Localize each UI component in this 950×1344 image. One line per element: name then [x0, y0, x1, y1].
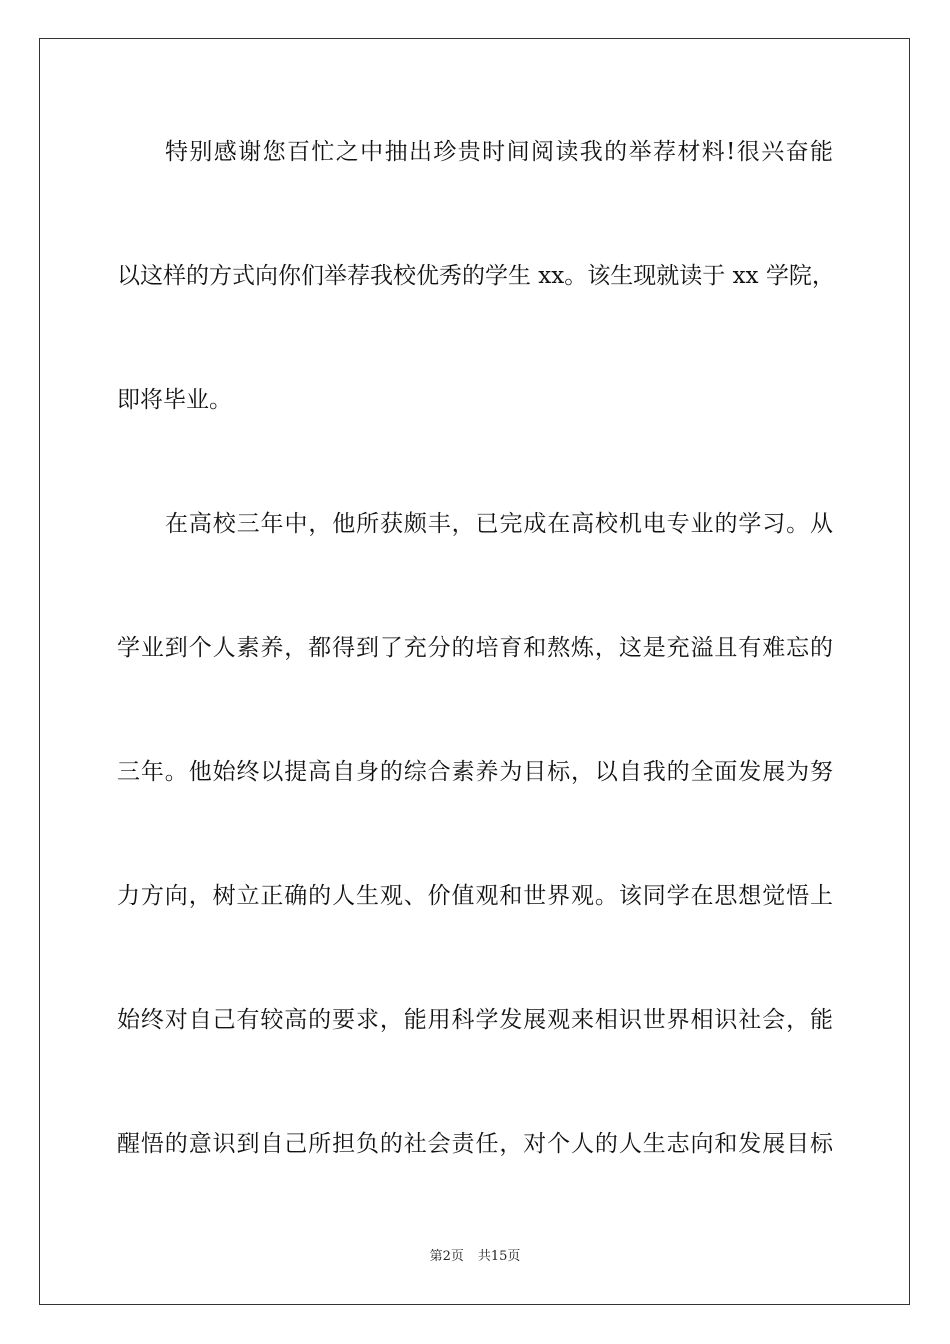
- page-total: 共15页: [477, 1249, 521, 1264]
- page-number: 第2页: [429, 1249, 464, 1264]
- paragraph-2-line-2: 学业到个人素养，都得到了充分的培育和熬炼，这是充溢且有难忘的: [117, 635, 833, 661]
- paragraph-2-line-1: 在高校三年中，他所获颇丰，已完成在高校机电专业的学习。从: [165, 511, 833, 537]
- paragraph-1-line-2: 以这样的方式向你们举荐我校优秀的学生 xx。该生现就读于 xx 学院，: [117, 263, 835, 289]
- paragraph-1-line-3: 即将毕业。: [117, 387, 232, 413]
- paragraph-2-line-4: 力方向，树立正确的人生观、价值观和世界观。该同学在思想觉悟上: [117, 883, 833, 909]
- paragraph-2-line-3: 三年。他始终以提高自身的综合素养为目标，以自我的全面发展为努: [117, 759, 833, 785]
- paragraph-2-line-6: 醒悟的意识到自己所担负的社会责任，对个人的人生志向和发展目标: [117, 1131, 833, 1157]
- paragraph-1-line-1: 特别感谢您百忙之中抽出珍贵时间阅读我的举荐材料!很兴奋能: [165, 139, 833, 165]
- paragraph-2-line-5: 始终对自己有较高的要求，能用科学发展观来相识世界相识社会，能: [117, 1007, 833, 1033]
- page-footer: [0, 1249, 950, 1265]
- page-border: [39, 38, 910, 1305]
